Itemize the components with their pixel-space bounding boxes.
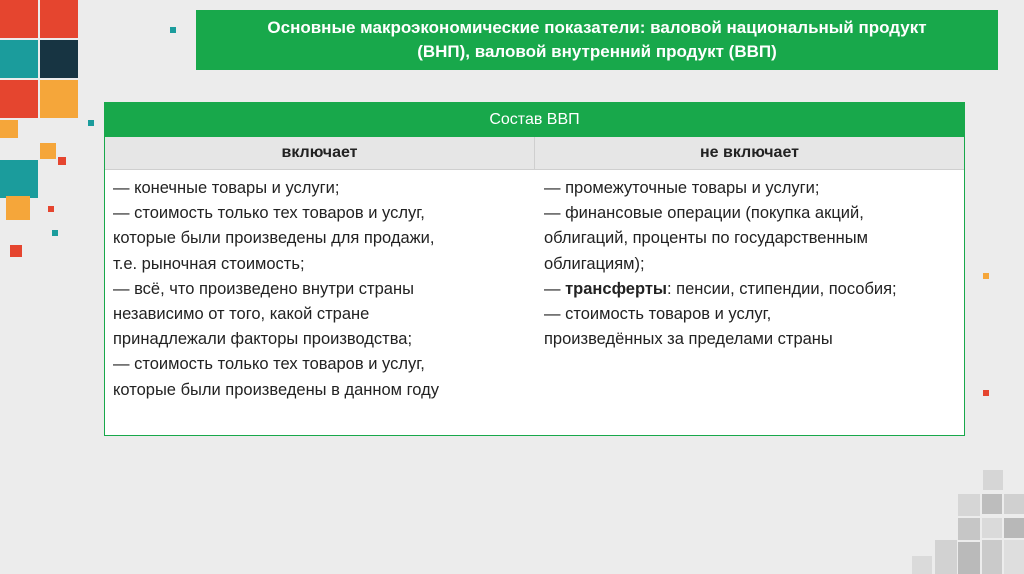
column-header-excludes: не включает bbox=[534, 137, 964, 169]
table-body-row bbox=[105, 170, 964, 403]
decor-square bbox=[40, 0, 78, 38]
slide-title bbox=[196, 10, 998, 70]
list-item: т.е. рыночная стоимость; bbox=[113, 254, 305, 273]
slide-title-line: Основные макроэкономические показатели: валовой национальный продукт bbox=[267, 18, 927, 37]
decor-square bbox=[88, 120, 94, 126]
list-item: произведённых за пределами страны bbox=[544, 330, 833, 349]
decor-square bbox=[935, 540, 957, 574]
decor-square bbox=[0, 160, 38, 198]
decor-square bbox=[0, 120, 18, 138]
list-item: — стоимость товаров и услуг, bbox=[544, 305, 772, 324]
decor-square bbox=[958, 494, 980, 516]
gdp-composition-table bbox=[104, 102, 965, 436]
decor-square bbox=[1004, 540, 1024, 574]
decor-square bbox=[983, 390, 989, 396]
decor-square bbox=[170, 27, 176, 33]
decor-square bbox=[982, 518, 1002, 538]
decor-square bbox=[1004, 518, 1024, 538]
decor-square bbox=[0, 0, 38, 38]
decor-square bbox=[912, 556, 932, 574]
column-header-includes: включает bbox=[281, 144, 358, 161]
list-item-transfers bbox=[544, 277, 956, 302]
decor-square bbox=[0, 80, 38, 118]
decor-square bbox=[48, 206, 54, 212]
list-item: — стоимость только тех товаров и услуг, bbox=[113, 204, 425, 223]
decor-square bbox=[983, 273, 989, 279]
table-header-row bbox=[105, 137, 964, 170]
transfers-description: : пенсии, стипендии, пособия; bbox=[667, 279, 897, 298]
list-item: которые были произведены в данном году bbox=[113, 380, 439, 399]
list-item: — всё, что произведено внутри страны bbox=[113, 279, 414, 298]
decor-square bbox=[0, 40, 38, 78]
list-item: — стоимость только тех товаров и услуг, bbox=[113, 355, 425, 374]
decor-square bbox=[958, 542, 980, 574]
decor-square bbox=[1004, 494, 1024, 514]
slide-title-line: (ВНП), валовой внутренний продукт (ВВП) bbox=[417, 42, 777, 61]
decor-square bbox=[958, 518, 980, 540]
decor-square bbox=[983, 470, 1003, 490]
decor-square bbox=[52, 230, 58, 236]
list-item: — финансовые операции (покупка акций, bbox=[544, 204, 864, 223]
list-item: которые были произведены для продажи, bbox=[113, 229, 435, 248]
dash-prefix: — bbox=[544, 279, 566, 298]
list-item: независимо от того, какой стране bbox=[113, 305, 370, 324]
list-item: — конечные товары и услуги; bbox=[113, 179, 340, 197]
excludes-cell bbox=[534, 170, 964, 403]
list-item: принадлежали факторы производства; bbox=[113, 330, 413, 349]
decor-square bbox=[10, 245, 22, 257]
transfers-term: трансферты bbox=[565, 279, 668, 298]
decor-square bbox=[982, 540, 1002, 574]
includes-cell bbox=[105, 170, 534, 403]
decor-square bbox=[6, 196, 30, 220]
list-item: — промежуточные товары и услуги; bbox=[544, 179, 820, 197]
decor-square bbox=[40, 40, 78, 78]
list-item: облигаций, проценты по государственным bbox=[544, 229, 868, 248]
decor-square bbox=[982, 494, 1002, 514]
decor-square bbox=[40, 143, 56, 159]
list-item: облигациям); bbox=[544, 254, 645, 273]
decor-square bbox=[40, 80, 78, 118]
table-caption: Состав ВВП bbox=[105, 103, 964, 137]
decor-square bbox=[58, 157, 66, 165]
